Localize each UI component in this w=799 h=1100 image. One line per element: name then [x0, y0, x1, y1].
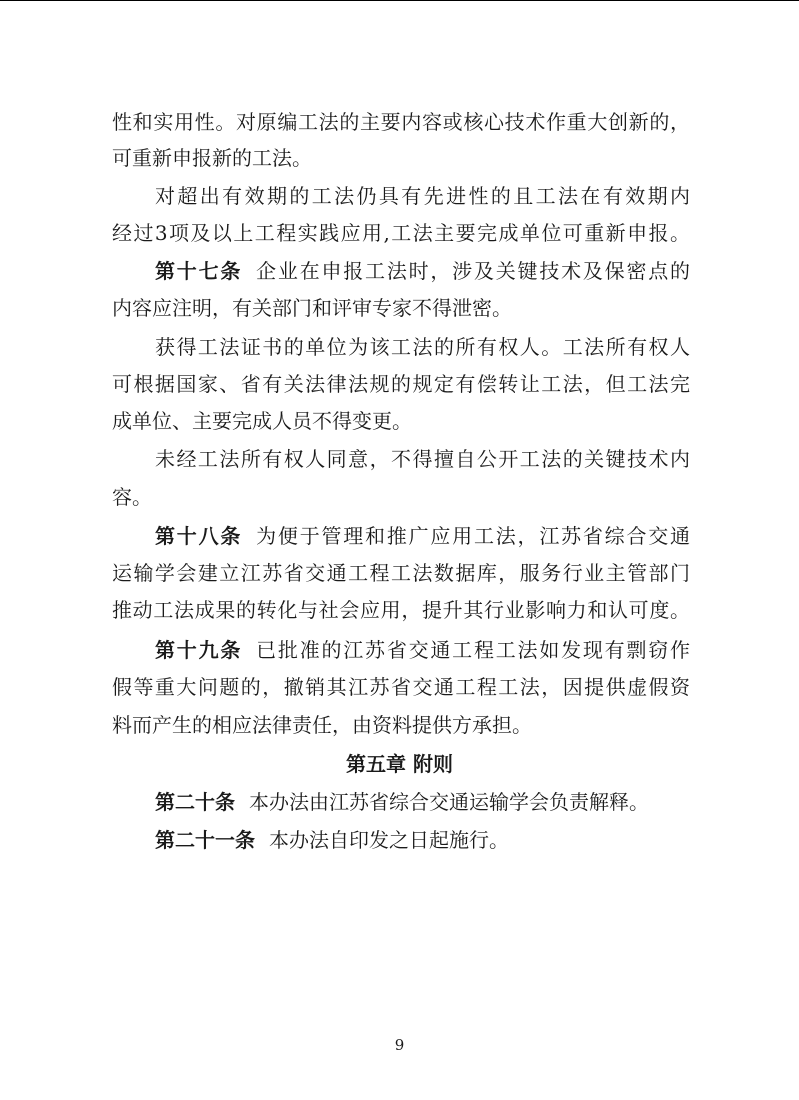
article-label: 第十八条 [155, 524, 243, 548]
line-text: 容。 [112, 485, 152, 509]
text-line [112, 406, 690, 436]
line-text: 可根据国家、省有关法律法规的规定有偿转让工法，但工法完 [112, 372, 690, 396]
article-17-line [155, 256, 690, 286]
line-text: 对超出有效期的工法仍具有先进性的且工法在有效期内 [155, 184, 690, 208]
line-text: 未经工法所有权人同意，不得擅自公开工法的关键技术内 [155, 447, 690, 471]
line-text: 料而产生的相应法律责任，由资料提供方承担。 [112, 713, 532, 737]
text-line [155, 444, 690, 474]
article-18-line [155, 521, 690, 551]
text-line [112, 143, 690, 173]
line-text: 本办法由江苏省综合交通运输学会负责解释。 [249, 790, 649, 814]
article-label: 第二十一条 [155, 828, 255, 852]
chapter-heading: 第五章 附则 [346, 752, 453, 776]
article-19-line [155, 635, 690, 665]
line-text: 性和实用性。对原编工法的主要内容或核心技术作重大创新的， [112, 110, 690, 134]
text-line [112, 369, 690, 399]
article-label: 第二十条 [155, 790, 235, 814]
line-text: 内容应注明，有关部门和评审专家不得泄密。 [112, 296, 512, 320]
text-line [112, 482, 690, 512]
text-line [112, 293, 690, 323]
text-line [155, 181, 690, 211]
line-text: 可重新申报新的工法。 [112, 146, 312, 170]
article-21-line [155, 825, 690, 855]
line-text: 假等重大问题的，撤销其江苏省交通工程工法，因提供虚假资 [112, 675, 690, 699]
line-text: 企业在申报工法时，涉及关键技术及保密点的 [256, 259, 691, 283]
line-text: 成单位、主要完成人员不得变更。 [112, 409, 412, 433]
text-line [112, 672, 690, 702]
text-line [112, 218, 690, 248]
text-line [112, 595, 690, 625]
article-label: 第十七条 [155, 259, 243, 283]
line-text: 已批准的江苏省交通工程工法如发现有剽窃作 [256, 638, 691, 662]
page-top-border [0, 0, 799, 1]
article-20-line [155, 787, 690, 817]
article-label: 第十九条 [155, 638, 243, 662]
line-text: 经过3项及以上工程实践应用,工法主要完成单位可重新申报。 [112, 221, 690, 245]
page-number: 9 [394, 1036, 405, 1054]
line-text: 推动工法成果的转化与社会应用，提升其行业影响力和认可度。 [112, 598, 690, 622]
line-text: 本办法自印发之日起施行。 [269, 828, 509, 852]
line-text: 运输学会建立江苏省交通工程工法数据库，服务行业主管部门 [112, 561, 690, 585]
line-text: 获得工法证书的单位为该工法的所有权人。工法所有权人 [155, 335, 690, 359]
text-line [112, 558, 690, 588]
text-line [112, 107, 690, 137]
line-text: 为便于管理和推广应用工法，江苏省综合交通 [256, 524, 691, 548]
text-line [155, 332, 690, 362]
text-line [112, 710, 690, 740]
